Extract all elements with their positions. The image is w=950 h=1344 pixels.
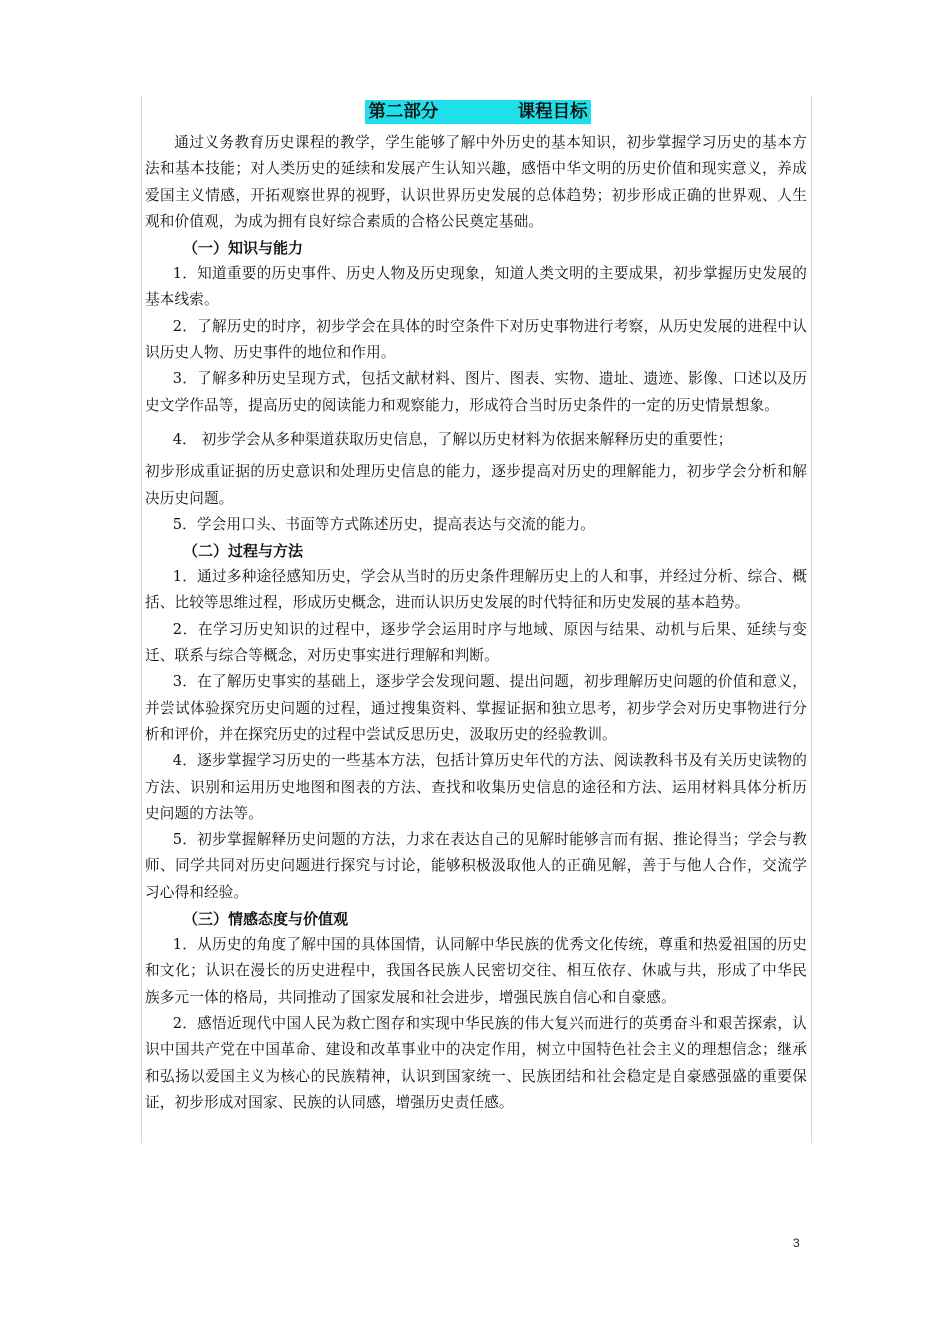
section-heading-values: （三）情感态度与价值观: [183, 910, 349, 929]
list-item: 2．感悟近现代中国人民为救亡图存和实现中华民族的伟大复兴而进行的英勇奋斗和艰苦探索，认识中国共产党在中国革命、建设和改革事业中的决定作用，树立中国特色社会主义的理想信念；继承和弘扬以爱国主义为核心的民族精神，认识到国家统一、民族团结和社会稳定是自豪感强盛的重要保证，初步形成对国家、民族的认同感，增强历史责任感。: [145, 1014, 807, 1111]
list-item: 5．学会用口头、书面等方式陈述历史，提高表达与交流的能力。: [172, 515, 595, 533]
list-item: 5．初步掌握解释历史问题的方法，力求在表达自己的见解时能够言而有据、推论得当；学会与教师、同学共同对历史问题进行探究与讨论，能够积极汲取他人的正确见解，善于与他人合作，交流学习心得和经验。: [145, 831, 807, 901]
title-wrap: [145, 100, 807, 130]
section-heading-process: （二）过程与方法: [183, 542, 304, 561]
document-body: [145, 96, 807, 1116]
list-item: 1．通过多种途径感知历史，学会从当时的历史条件理解历史上的人和事，并经过分析、综合、概括、比较等思维过程，形成历史概念，进而认识历史发展的时代特征和历史发展的基本趋势。: [145, 568, 807, 612]
list-item: 1．知道重要的历史事件、历史人物及历史现象，知道人类文明的主要成果，初步掌握历史发展的基本线索。: [145, 265, 807, 309]
intro-paragraph: 通过义务教育历史课程的教学，学生能够了解中外历史的基本知识，初步掌握学习历史的基本方法和基本技能；对人类历史的延续和发展产生认知兴趣，感悟中华文明的历史价值和现实意义，养成爱国主义情感，开拓观察世界的视野，认识世界历史发展的总体趋势；初步形成正确的世界观、人生观和价值观，为成为拥有良好综合素质的合格公民奠定基础。: [145, 134, 807, 230]
list-item: 3．了解多种历史呈现方式，包括文献材料、图片、图表、实物、遗址、遗迹、影像、口述以及历史文学作品等，提高历史的阅读能力和观察能力，形成符合当时历史条件的一定的历史情景想象。: [145, 370, 807, 414]
list-item: 4．逐步掌握学习历史的一些基本方法，包括计算历史年代的方法、阅读教科书及有关历史读物的方法、识别和运用历史地图和图表的方法、查找和收集历史信息的途径和方法、运用材料具体分析历史问题的方法等。: [145, 752, 807, 822]
list-item: 2．在学习历史知识的过程中，逐步学会运用时序与地域、原因与结果、动机与后果、延续与变迁、联系与综合等概念，对历史事实进行理解和判断。: [145, 620, 807, 665]
list-item: 4． 初步学会从多种渠道获取历史信息，了解以历史材料为依据来解释历史的重要性；: [172, 430, 733, 448]
list-item: 3．在了解历史事实的基础上，逐步学会发现问题、提出问题，初步理解历史问题的价值和意义，并尝试体验探究历史问题的过程，通过搜集资料、掌握证据和独立思考，初步学会对历史事物进行分析和评价，并在探究历史的过程中尝试反思历史，汲取历史的经验教训。: [145, 673, 807, 743]
page-number: 3: [793, 1236, 800, 1250]
list-item: 初步形成重证据的历史意识和处理历史信息的能力，逐步提高对历史的理解能力，初步学会分析和解决历史问题。: [145, 463, 807, 507]
list-item: 1．从历史的角度了解中国的具体国情，认同解中华民族的优秀文化传统，尊重和热爱祖国的历史和文化；认识在漫长的历史进程中，我国各民族人民密切交往、相互依存、休戚与共，形成了中华民族多元一体的格局，共同推动了国家发展和社会进步，增强民族自信心和自豪感。: [145, 936, 807, 1006]
list-item: 2．了解历史的时序，初步学会在具体的时空条件下对历史事物进行考察，从历史发展的进程中认识历史人物、历史事件的地位和作用。: [145, 317, 807, 362]
page-title: 第二部分 课程目标: [365, 100, 590, 124]
section-heading-knowledge: （一）知识与能力: [183, 239, 304, 258]
